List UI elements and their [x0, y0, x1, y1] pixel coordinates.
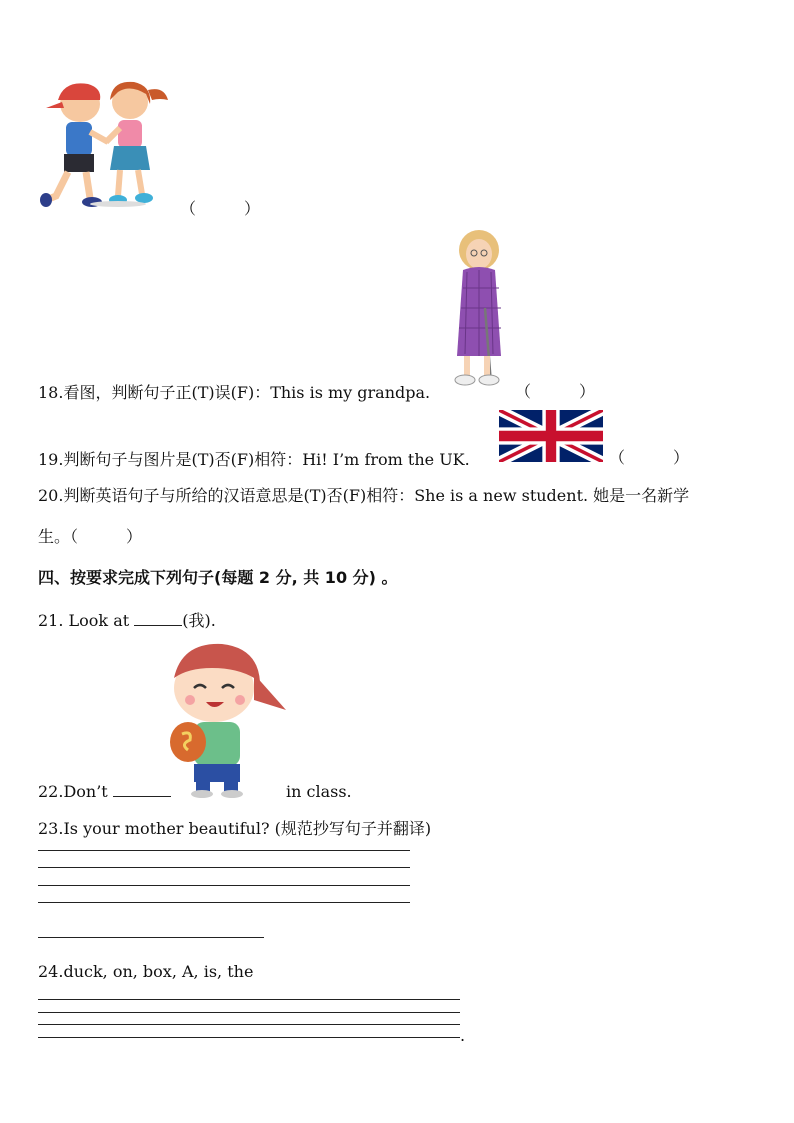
- q23-writing-line-3[interactable]: [38, 885, 410, 886]
- grandma-with-cane-icon: [445, 228, 511, 392]
- q24-writing-line-3[interactable]: [38, 1024, 460, 1025]
- q24-writing-line-2[interactable]: [38, 1012, 460, 1013]
- q24-writing-line-1[interactable]: [38, 999, 460, 1000]
- question-20-line2[interactable]: 生。（ ）: [38, 527, 143, 546]
- question-21: [38, 608, 216, 631]
- q17-answer-bracket[interactable]: （ ）: [180, 199, 261, 218]
- question-24: 24.duck, on, box, A, is, the: [38, 962, 254, 981]
- q24-writing-line-4[interactable]: [38, 1037, 460, 1038]
- q23-translation-line[interactable]: [38, 937, 264, 938]
- section-4-title: 四、按要求完成下列句子(每题 2 分, 共 10 分) 。: [38, 568, 398, 587]
- q22-prefix: 22.Don’t: [38, 782, 113, 801]
- uk-flag-icon: [499, 410, 603, 462]
- question-23: 23.Is your mother beautiful? (规范抄写句子并翻译): [38, 819, 432, 838]
- kids-holding-hands-icon: [38, 78, 174, 212]
- question-19: 19.判断句子与图片是(T)否(F)相符：Hi! I’m from the UK.: [38, 450, 470, 469]
- q21-blank[interactable]: [134, 625, 182, 626]
- q21-prefix: 21. Look at: [38, 611, 135, 630]
- boy-with-cap-icon: [162, 638, 290, 798]
- q23-writing-line-1[interactable]: [38, 850, 410, 851]
- q19-answer-bracket[interactable]: （ ）: [609, 448, 690, 467]
- question-20-line1: 20.判断英语句子与所给的汉语意思是(T)否(F)相符：She is a new student. 她是一名新学: [38, 486, 690, 505]
- q22-suffix: in class.: [286, 782, 352, 801]
- q24-end-mark: .: [460, 1026, 466, 1045]
- question-22: [38, 782, 171, 801]
- q23-writing-line-2[interactable]: [38, 867, 410, 868]
- q18-answer-bracket[interactable]: （ ）: [515, 382, 596, 401]
- q22-blank[interactable]: [113, 796, 171, 797]
- question-18: 18.看图，判断句子正(T)误(F)：This is my grandpa.: [38, 383, 431, 402]
- q23-writing-line-4[interactable]: [38, 902, 410, 903]
- q21-suffix: (我).: [182, 611, 216, 630]
